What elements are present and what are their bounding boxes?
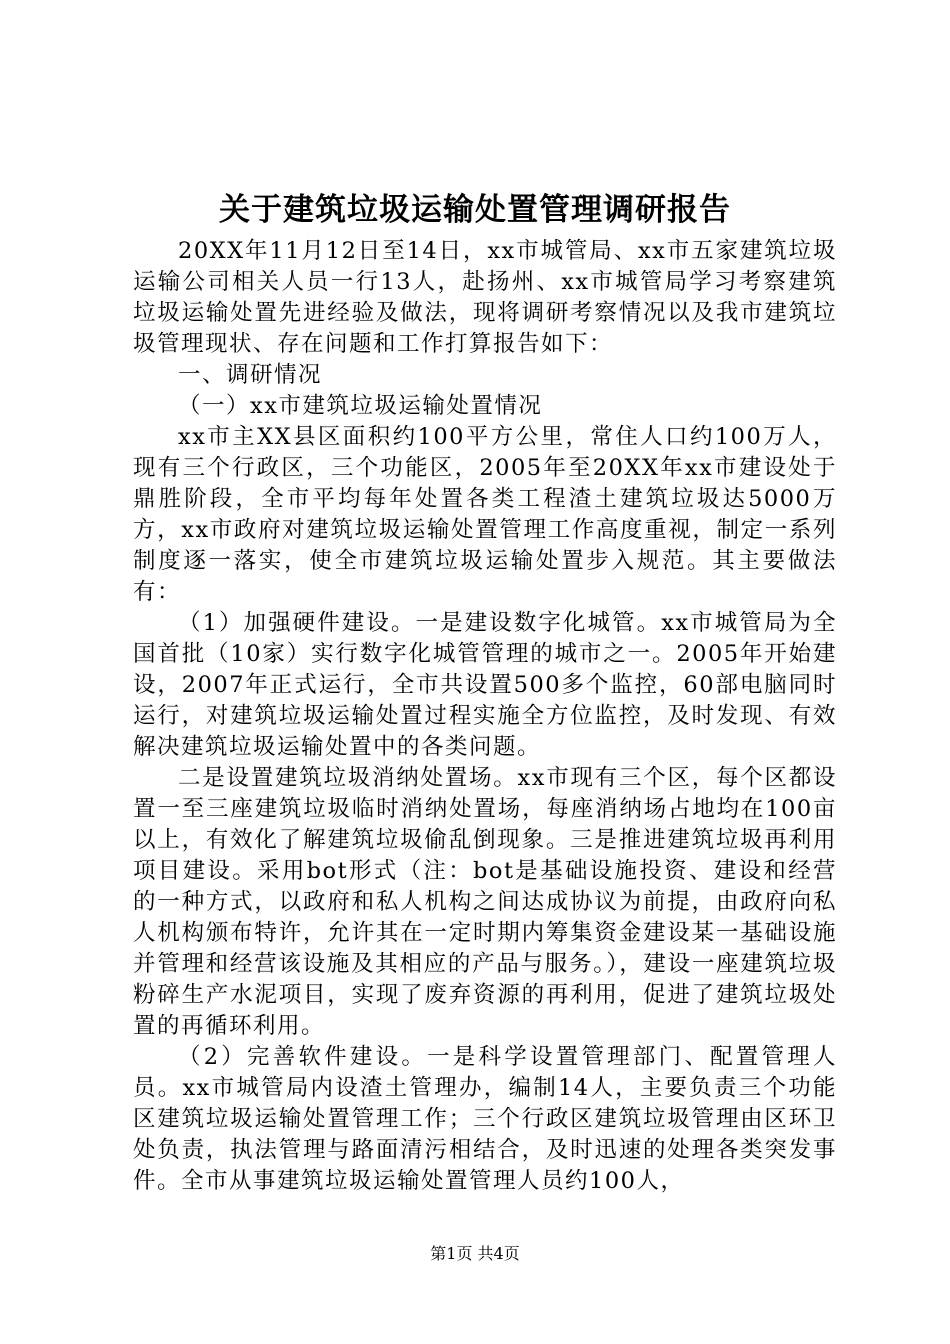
document-title: 关于建筑垃圾运输处置管理调研报告 xyxy=(219,192,731,228)
section-heading-1: 一、调研情况 xyxy=(178,362,323,388)
paragraph-intro: 20XX年11月12日至14日，xx市城管局、xx市五家建筑垃圾运输公司相关人员一行13人，赴扬州、xx市城管局学习考察建筑垃圾运输处置先进经验及做法，现将调研考察情况以及我市建筑垃圾管理现状、存在问题和工作打算报告如下： xyxy=(133,238,837,357)
paragraph-city-overview: xx市主XX县区面积约100平方公里，常住人口约100万人，现有三个行政区，三个功能区，2005年至20XX年xx市建设处于鼎胜阶段，全市平均每年处置各类工程渣土建筑垃圾达5000万方，xx市政府对建筑垃圾运输处置管理工作高度重视，制定一系列制度逐一落实，使全市建筑垃圾运输处置步入规范。其主要做法有： xyxy=(133,424,837,605)
paragraph-software: （2）完善软件建设。一是科学设置管理部门、配置管理人员。xx市城管局内设渣土管理办，编制14人，主要负责三个功能区建筑垃圾运输处置管理工作；三个行政区建筑垃圾管理由区环卫处负责，执法管理与路面清污相结合，及时迅速的处理各类突发事件。全市从事建筑垃圾运输处置管理人员约100人， xyxy=(133,1044,837,1194)
subsection-heading-1: （一）xx市建筑垃圾运输处置情况 xyxy=(178,393,543,419)
page-number-footer: 第1页 共4页 xyxy=(430,1244,520,1263)
document-body xyxy=(133,236,837,1197)
paragraph-disposal-sites: 二是设置建筑垃圾消纳处置场。xx市现有三个区，每个区都设置一至三座建筑垃圾临时消纳处置场，每座消纳场占地均在100亩以上，有效化了解建筑垃圾偷乱倒现象。三是推进建筑垃圾再利用项目建设。采用bot形式（注：bot是基础设施投资、建设和经营的一种方式，以政府和私人机构之间达成协议为前提，由政府向私人机构颁布特许，允许其在一定时期内筹集资金建设某一基础设施并管理和经营该设施及其相应的产品与服务。），建设一座建筑垃圾粉碎生产水泥项目，实现了废弃资源的再利用，促进了建筑垃圾处置的再循环利用。 xyxy=(133,765,837,1039)
paragraph-hardware: （1）加强硬件建设。一是建设数字化城管。xx市城管局为全国首批（10家）实行数字化城管管理的城市之一。2005年开始建设，2007年正式运行，全市共设置500多个监控，60部电脑同时运行，对建筑垃圾运输处置过程实施全方位监控，及时发现、有效解决建筑垃圾运输处置中的各类问题。 xyxy=(133,610,837,760)
